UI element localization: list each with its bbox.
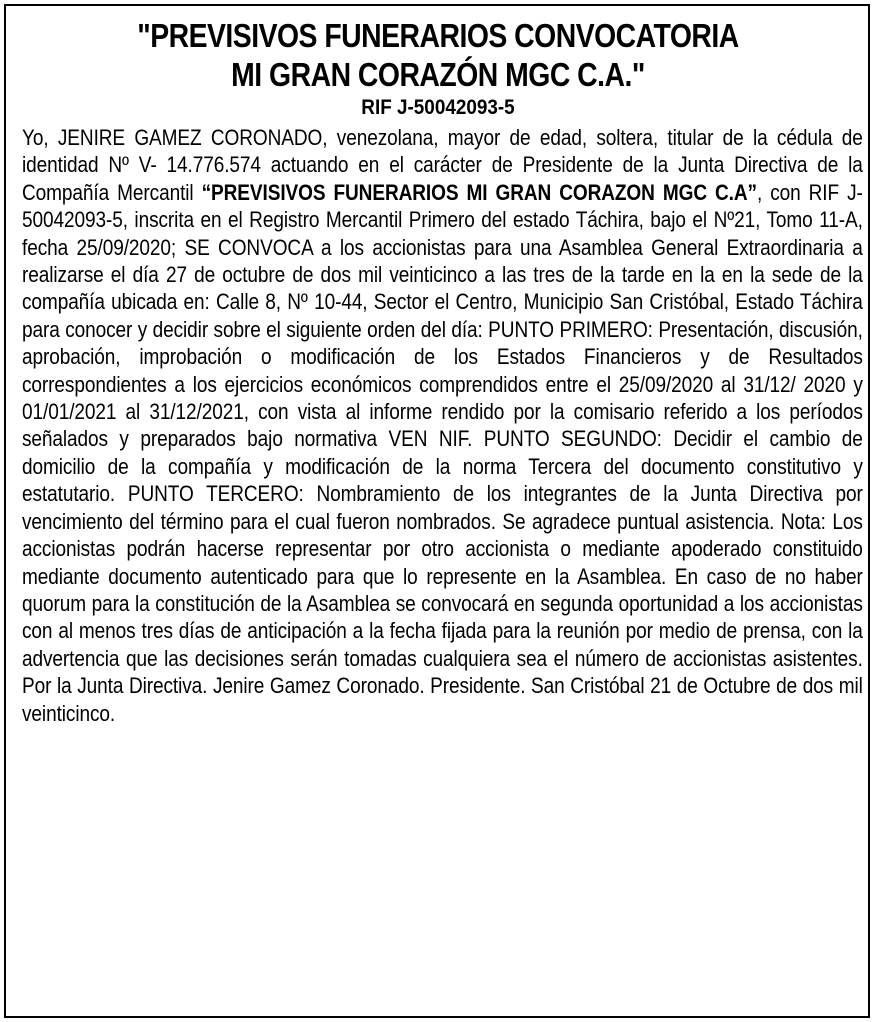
rif-number: RIF J-50042093-5 (361, 96, 515, 119)
body-rest: , con RIF J-50042093-5, inscrita en el Registro Mercantil Primero del estado Táchira, bajo el Nº21, Tomo 11-A, fecha 25/09/2020; SE CONVOCA a los accionistas para una Asamblea General Extraordinaria a realizarse el día 27 de octubre de dos mil veinticinco a las tres de la tarde en la en la sede de la compañía ubicada en: Calle 8, Nº 10-44, Sector el Centro, Municipio San Cristóbal, Estado Táchira para conocer y decidir sobre el siguiente orden del día: PUNTO PRIMERO: Presentación, discusión, aprobación, improbación o modificación de los Estados Financieros y de Resultados correspondientes a los ejercicios económicos comprendidos entre el 25/09/2020 al 31/12/ 2020 y 01/01/2021 al 31/12/2021, con vista al informe rendido por la comisario referido a los períodos señalados y preparados bajo normativa VEN NIF. PUNTO SEGUNDO: Decidir el cambio de domicilio de la compañía y modificación de la norma Tercera del documento constitutivo y estatutario. PUNTO TERCERO: Nombramiento de los integrantes de la Junta Directiva por vencimiento del término para el cual fueron nombrados. Se agradece puntual asistencia. Nota: Los accionistas podrán hacerse representar por otro accionista o mediante apoderado constituido mediante documento autenticado para que lo represente en la Asamblea. En caso de no haber quorum para la constitución de la Asamblea se convocará en segunda oportunidad a los accionistas con al menos tres días de anticipación a la fecha fijada para la reunión por medio de prensa, con la advertencia que las decisiones serán tomadas cualquiera sea el número de accionistas asistentes. Por la Junta Directiva. Jenire Gamez Coronado. Presidente. San Cristóbal 21 de Octubre de dos mil veinticinco. (22, 179, 863, 726)
title-line-1: "PREVISIVOS FUNERARIOS CONVOCATORIA (137, 17, 739, 54)
body-intro: Yo, JENIRE GAMEZ CORONADO, venezolana, mayor de edad, soltera, titular de la cédula de identidad Nº V- 14.776.574 actuando en el carácter de Presidente de la Junta Directiva de la Compañía Mercantil (22, 125, 863, 205)
legal-notice (4, 4, 870, 1018)
title-line-2: MI GRAN CORAZÓN MGC C.A." (231, 56, 645, 93)
company-name: “PREVISIVOS FUNERARIOS MI GRAN CORAZON MGC C.A” (201, 179, 757, 205)
notice-title (80, 16, 796, 94)
notice-body (22, 124, 863, 727)
